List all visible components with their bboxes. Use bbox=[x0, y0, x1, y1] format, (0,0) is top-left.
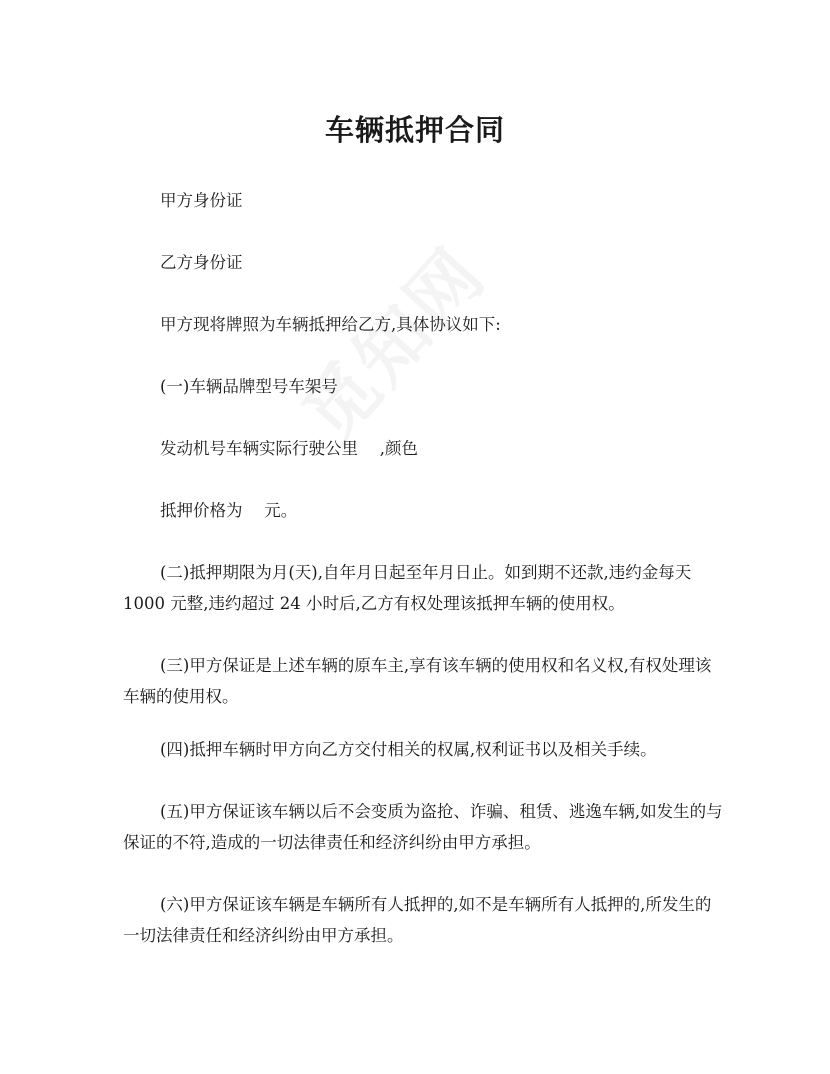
paragraph-party-a-id: 甲方身份证 bbox=[160, 191, 243, 210]
paragraph-clause-1: (一)车辆品牌型号车架号 bbox=[160, 377, 338, 396]
paragraph-clause-2: (二)抵押期限为月(天),自年月日起至年月日止。如到期不还款,违约金每天 1000 元整,违约超过 24 小时后,乙方有权处理该抵押车辆的使用权。 bbox=[123, 563, 692, 613]
paragraph-clause-3: (三)甲方保证是上述车辆的原车主,享有该车辆的使用权和名义权,有权处理该车辆的使用权。 bbox=[123, 656, 712, 706]
paragraph-clause-4: (四)抵押车辆时甲方向乙方交付相关的权属,权利证书以及相关手续。 bbox=[160, 740, 657, 759]
paragraph-clause-5: (五)甲方保证该车辆以后不会变质为盗抢、诈骗、租赁、逃逸车辆,如发生的与保证的不符,造成的一切法律责任和经济纠纷由甲方承担。 bbox=[123, 802, 723, 852]
document-title: 车辆抵押合同 bbox=[324, 113, 505, 147]
paragraph-clause-6: (六)甲方保证该车辆是车辆所有人抵押的,如不是车辆所有人抵押的,所发生的一切法律责任和经济纠纷由甲方承担。 bbox=[123, 895, 712, 945]
paragraph-engine: 发动机号车辆实际行驶公里 ,颜色 bbox=[160, 439, 418, 458]
paragraph-price: 抵押价格为 元。 bbox=[160, 501, 298, 520]
paragraph-party-b-id: 乙方身份证 bbox=[160, 253, 243, 272]
paragraph-intro: 甲方现将牌照为车辆抵押给乙方,具体协议如下: bbox=[160, 315, 501, 334]
